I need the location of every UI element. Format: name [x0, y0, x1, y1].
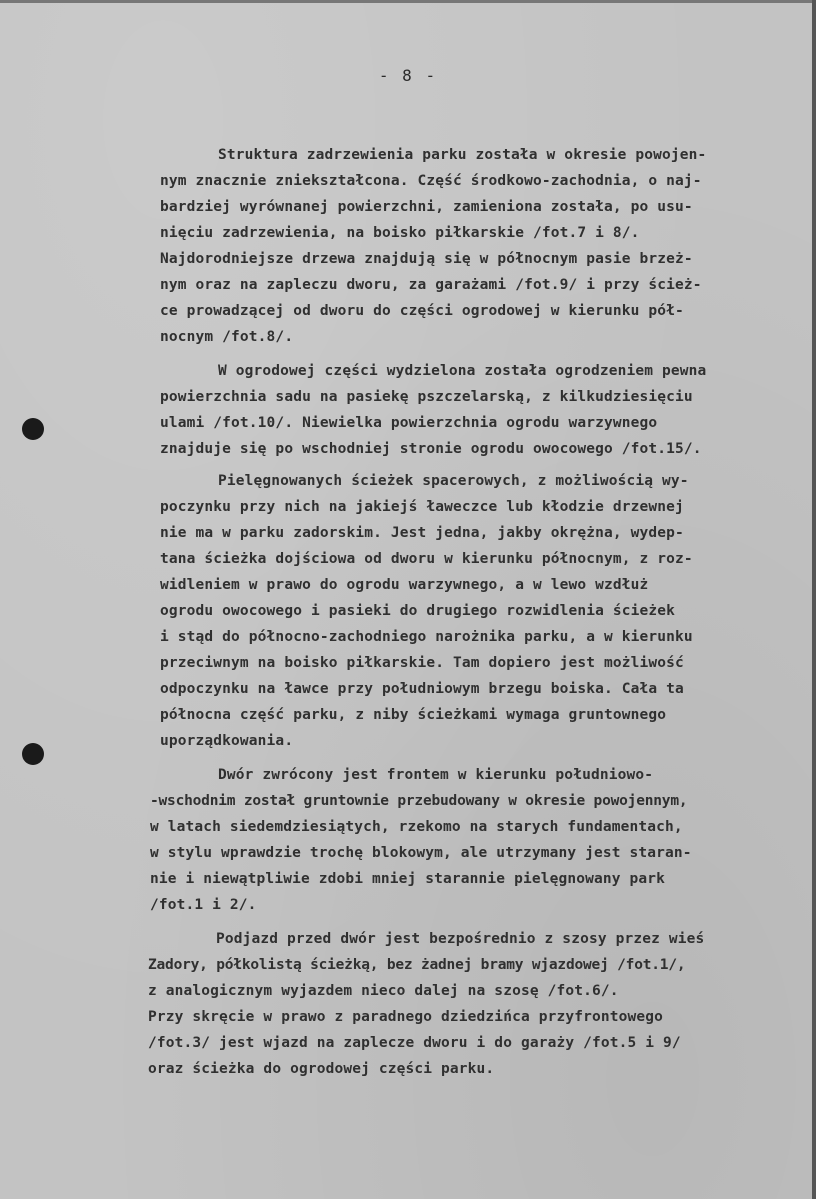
text-line: nym oraz na zapleczu dworu, za garażami /fot.9/ i przy ścież- [160, 277, 702, 293]
text-line: nocnym /fot.8/. [160, 329, 294, 345]
text-line: /fot.1 i 2/. [150, 897, 257, 913]
text-line: poczynku przy nich na jakiejś ławeczce lub kłodzie drzewnej [160, 499, 684, 515]
text-line: przeciwnym na boisko piłkarskie. Tam dopiero jest możliwość [160, 655, 684, 671]
text-line: nym znacznie zniekształcona. Część środkowo-zachodnia, o naj- [160, 173, 702, 189]
text-line: północna część parku, z niby ścieżkami wymaga gruntownego [160, 707, 667, 723]
text-line: oraz ścieżka do ogrodowej części parku. [148, 1061, 495, 1077]
page-edge-top [0, 0, 816, 3]
text-line: uporządkowania. [160, 733, 294, 749]
punch-hole-bottom [22, 743, 44, 765]
text-line: ogrodu owocowego i pasieki do drugiego rozwidlenia ścieżek [160, 603, 676, 619]
text-line: powierzchnia sadu na pasiekę pszczelarską, z kilkudziesięciu [160, 389, 693, 405]
text-line: Struktura zadrzewienia parku została w okresie powojen- [218, 147, 707, 163]
text-line: widleniem w prawo do ogrodu warzywnego, a w lewo wzdłuż [160, 577, 649, 593]
text-line: Pielęgnowanych ścieżek spacerowych, z możliwością wy- [218, 473, 689, 489]
text-line: odpoczynku na ławce przy południowym brzegu boiska. Cała ta [160, 681, 684, 697]
text-line: w latach siedemdziesiątych, rzekomo na starych fundamentach, [150, 819, 683, 835]
text-line: z analogicznym wyjazdem nieco dalej na szosę /fot.6/. [148, 983, 619, 999]
page-number: - 8 - [378, 66, 438, 85]
text-line: w stylu wprawdzie trochę blokowym, ale utrzymany jest staran- [150, 845, 692, 861]
text-line: Zadory, półkolistą ścieżką, bez żadnej bramy wjazdowej /fot.1/, [148, 957, 686, 973]
text-line: ce prowadzącej od dworu do części ogrodowej w kierunku pół- [160, 303, 684, 319]
text-line: nięciu zadrzewienia, na boisko piłkarskie /fot.7 i 8/. [160, 225, 640, 241]
text-line: ulami /fot.10/. Niewielka powierzchnia ogrodu warzywnego [160, 415, 658, 431]
text-line: Podjazd przed dwór jest bezpośrednio z szosy przez wieś [216, 931, 705, 947]
text-line: i stąd do północno-zachodniego narożnika parku, a w kierunku [160, 629, 693, 645]
text-line: nie ma w parku zadorskim. Jest jedna, jakby okrężna, wydep- [160, 525, 684, 541]
text-line: Przy skręcie w prawo z paradnego dziedzińca przyfrontowego [148, 1009, 664, 1025]
text-line: /fot.3/ jest wjazd na zaplecze dworu i do garaży /fot.5 i 9/ [148, 1035, 681, 1051]
text-line: nie i niewątpliwie zdobi mniej starannie pielęgnowany park [150, 871, 666, 887]
punch-hole-top [22, 418, 44, 440]
text-line: tana ścieżka dojściowa od dworu w kierunku północnym, z roz- [160, 551, 693, 567]
text-line: W ogrodowej części wydzielona została ogrodzeniem pewna [218, 363, 707, 379]
page-edge-right [812, 0, 816, 1199]
text-line: znajduje się po wschodniej stronie ogrodu owocowego /fot.15/. [160, 441, 702, 457]
text-line: Dwór zwrócony jest frontem w kierunku południowo- [218, 767, 654, 783]
text-line: -wschodnim został gruntownie przebudowany w okresie powojennym, [150, 793, 688, 809]
text-line: Najdorodniejsze drzewa znajdują się w północnym pasie brzeż- [160, 251, 693, 267]
text-line: bardziej wyrównanej powierzchni, zamieniona została, po usu- [160, 199, 693, 215]
